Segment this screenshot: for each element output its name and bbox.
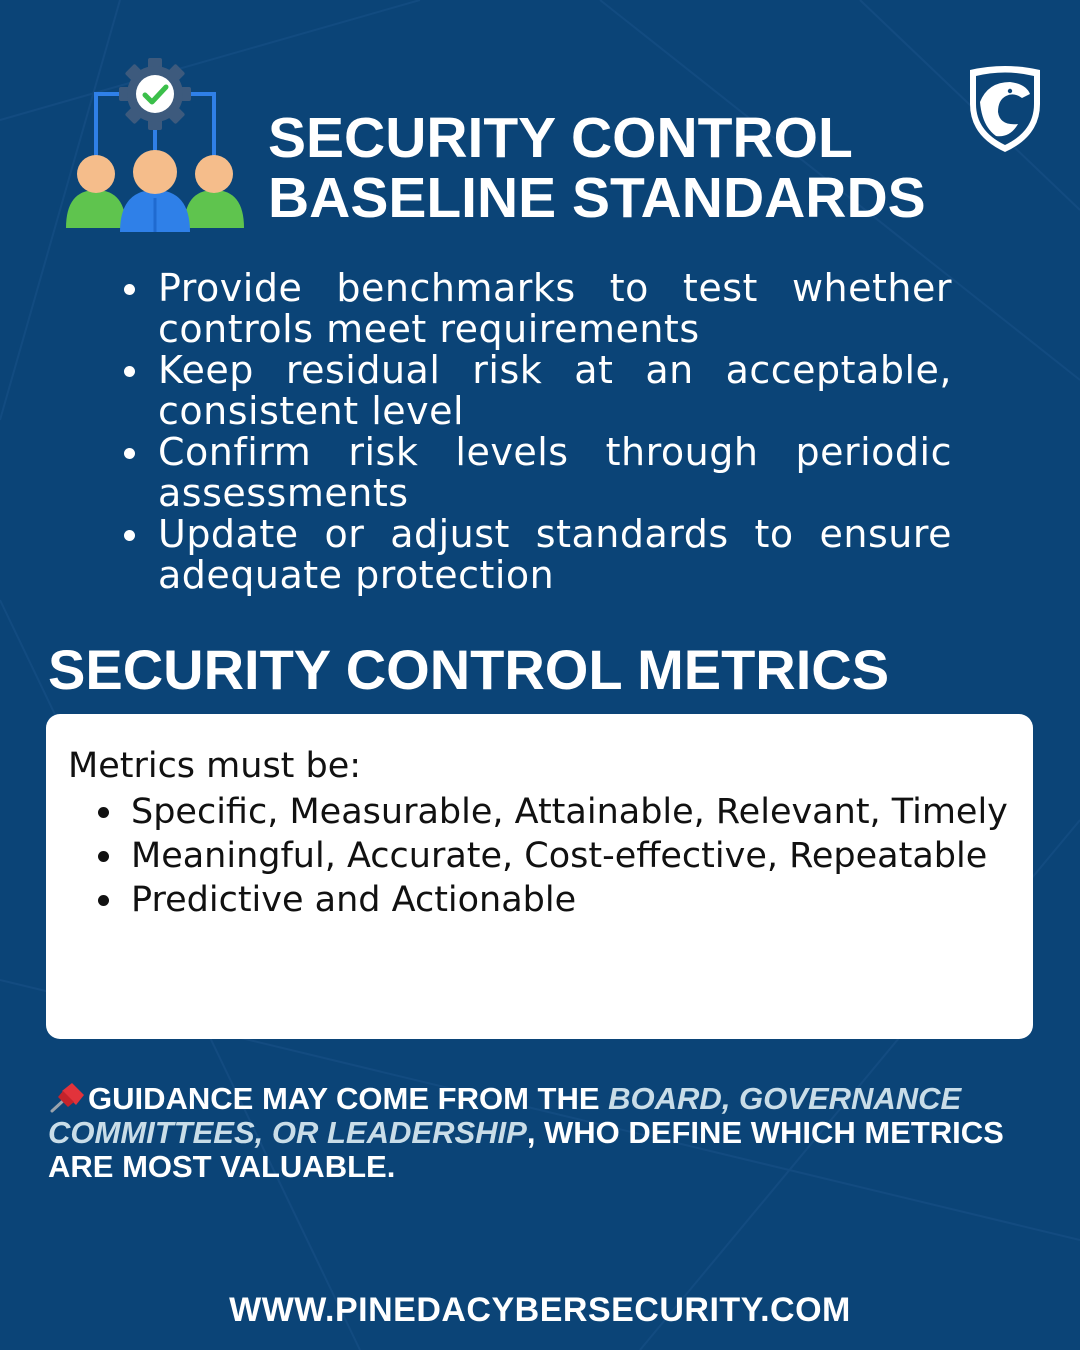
metrics-card xyxy=(46,714,1033,1039)
note-emphasis: BOARD, GOVERNANCE COMMITTEES, OR LEADERSHIP xyxy=(48,1081,962,1150)
pushpin-icon xyxy=(48,1083,88,1113)
metrics-intro: Metrics must be: xyxy=(68,746,362,786)
website-url[interactable]: WWW.PINEDACYBERSECURITY.COM xyxy=(229,1291,851,1329)
list-item: Update or adjust standards to ensure adequate protection xyxy=(122,514,952,596)
metrics-heading: SECURITY CONTROL METRICS xyxy=(48,638,890,701)
baseline-list xyxy=(122,268,952,596)
metrics-list xyxy=(96,790,1014,922)
title-line-1: SECURITY CONTROL xyxy=(268,106,853,170)
eagle-shield-logo xyxy=(964,64,1046,154)
guidance-note xyxy=(48,1082,1038,1184)
list-item: Meaningful, Accurate, Cost-effective, Repeatable xyxy=(96,834,1014,878)
list-item: Confirm risk levels through periodic assessments xyxy=(122,432,952,514)
list-item: Keep residual risk at an acceptable, consistent level xyxy=(122,350,952,432)
note-text-end: , WHO DEFINE WHICH METRICS ARE MOST VALUABLE. xyxy=(48,1115,1004,1184)
team-gear-check-icon xyxy=(62,56,248,236)
title-line-2: BASELINE STANDARDS xyxy=(268,166,926,230)
list-item: Predictive and Actionable xyxy=(96,878,1014,922)
note-text: GUIDANCE MAY COME FROM THE xyxy=(88,1081,609,1116)
list-item: Specific, Measurable, Attainable, Relevant, Timely xyxy=(96,790,1014,834)
list-item: Provide benchmarks to test whether controls meet requirements xyxy=(122,268,952,350)
page-title xyxy=(268,108,926,228)
